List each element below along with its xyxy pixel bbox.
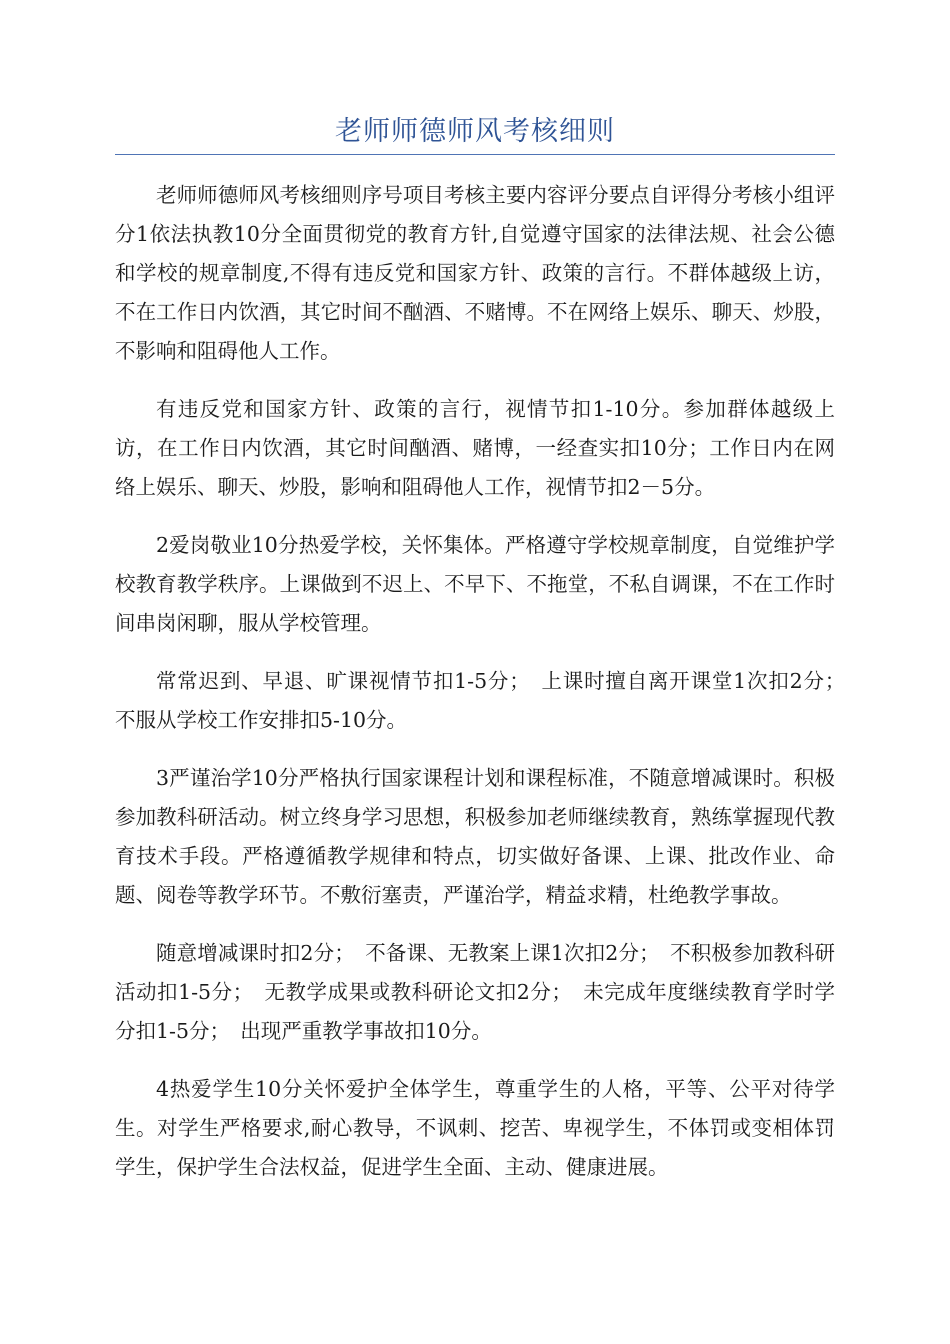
paragraph-3: 2爱岗敬业10分热爱学校，关怀集体。严格遵守学校规章制度，自觉维护学校教育教学秩序。上课做到不迟上、不早下、不拖堂，不私自调课，不在工作时间串岗闲聊，服从学校管理。 [115, 533, 835, 635]
paragraph-5: 3严谨治学10分严格执行国家课程计划和课程标准，不随意增减课时。积极参加教科研活动。树立终身学习思想，积极参加老师继续教育，熟练掌握现代教育技术手段。严格遵循教学规律和特点，切实做好备课、上课、批改作业、命题、阅卷等教学环节。不敷衍塞责，严谨治学，精益求精，杜绝教学事故。 [115, 766, 835, 907]
paragraph-4: 常常迟到、早退、旷课视情节扣1-5分； 上课时擅自离开课堂1次扣2分； 不服从学校工作安排扣5-10分。 [115, 669, 856, 732]
title-divider [115, 154, 835, 155]
document-body [115, 176, 856, 1206]
paragraph-2: 有违反党和国家方针、政策的言行，视情节扣1-10分。参加群体越级上访，在工作日内饮酒，其它时间酗酒、赌博，一经查实扣10分；工作日内在网络上娱乐、聊天、炒股，影响和阻碍他人工作，视情节扣2－5分。 [115, 397, 835, 499]
paragraph-6: 随意增减课时扣2分； 不备课、无教案上课1次扣2分； 不积极参加教科研活动扣1-5分； 无教学成果或教科研论文扣2分； 未完成年度继续教育学时学分扣1-5分； 出现严重教学事故扣10分。 [115, 941, 835, 1043]
paragraph-7: 4热爱学生10分关怀爱护全体学生，尊重学生的人格，平等、公平对待学生。对学生严格要求,耐心教导，不讽刺、挖苦、卑视学生，不体罚或变相体罚学生，保护学生合法权益，促进学生全面、主动、健康进展。 [115, 1077, 835, 1179]
document-title: 老师师德师风考核细则 [335, 116, 615, 147]
paragraph-1: 老师师德师风考核细则序号项目考核主要内容评分要点自评得分考核小组评分1依法执教10分全面贯彻党的教育方针,自觉遵守国家的法律法规、社会公德和学校的规章制度,不得有违反党和国家方针、政策的言行。不群体越级上访，不在工作日内饮酒，其它时间不酗酒、不赌博。不在网络上娱乐、聊天、炒股，不影响和阻碍他人工作。 [115, 183, 835, 363]
